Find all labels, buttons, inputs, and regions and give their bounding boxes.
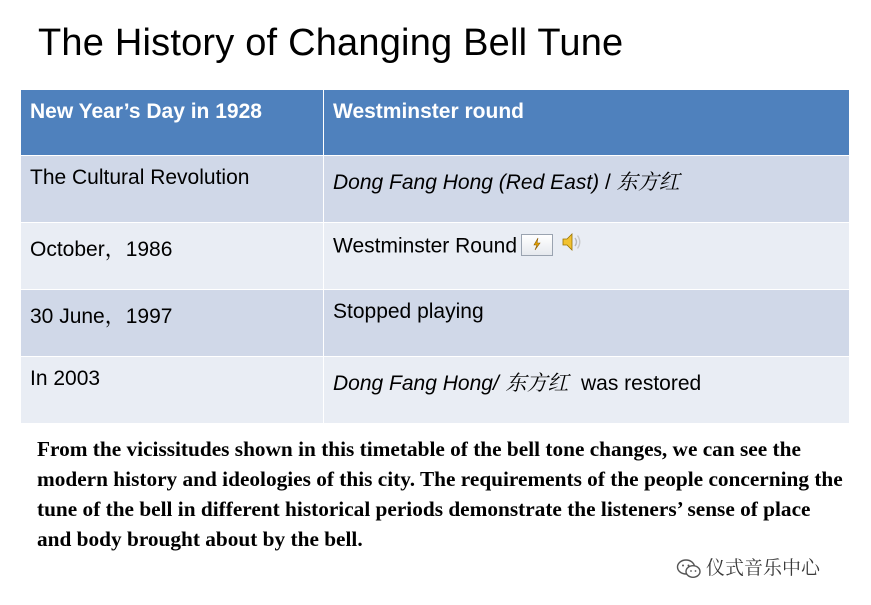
tune-cell bbox=[324, 223, 850, 290]
tune-separator: / bbox=[599, 171, 617, 194]
period-cell: In 2003 bbox=[21, 357, 324, 424]
period-cell: 30 June，1997 bbox=[21, 290, 324, 357]
wechat-icon bbox=[676, 558, 702, 580]
table-row bbox=[21, 290, 850, 357]
tune-cell bbox=[324, 156, 850, 223]
bell-tune-timeline-table bbox=[20, 89, 850, 424]
header-period: New Year’s Day in 1928 bbox=[21, 90, 324, 156]
period-cell: The Cultural Revolution bbox=[21, 156, 324, 223]
watermark bbox=[676, 553, 820, 580]
header-tune: Westminster round bbox=[324, 90, 850, 156]
tune-chinese: 东方红 bbox=[498, 371, 576, 395]
slide-title: The History of Changing Bell Tune bbox=[38, 22, 624, 64]
tune-tail: was restored bbox=[575, 372, 702, 395]
tune-cell bbox=[324, 357, 850, 424]
speaker-icon[interactable] bbox=[561, 231, 585, 259]
table-header-row bbox=[21, 90, 850, 156]
table-row bbox=[21, 156, 850, 223]
table-row bbox=[21, 223, 850, 290]
watermark-text: 仪式音乐中心 bbox=[706, 557, 821, 579]
table-row bbox=[21, 357, 850, 424]
tune-italic: Dong Fang Hong/ bbox=[333, 372, 499, 395]
summary-paragraph: From the vicissitudes shown in this timetable of the bell tone changes, we can see the modern history and ideologies of this city. The requirements of the people concerning the tune of the bell in different historical periods demonstrate the listeners’ sense of place and body brought about by the bell. bbox=[37, 437, 843, 551]
period-cell: October，1986 bbox=[21, 223, 324, 290]
flash-media-icon[interactable] bbox=[521, 234, 553, 256]
tune-italic: Dong Fang Hong (Red East) bbox=[333, 171, 600, 194]
tune-cell: Stopped playing bbox=[324, 290, 850, 357]
tune-chinese: 东方红 bbox=[616, 170, 680, 194]
tune-text: Westminster Round bbox=[333, 234, 518, 258]
